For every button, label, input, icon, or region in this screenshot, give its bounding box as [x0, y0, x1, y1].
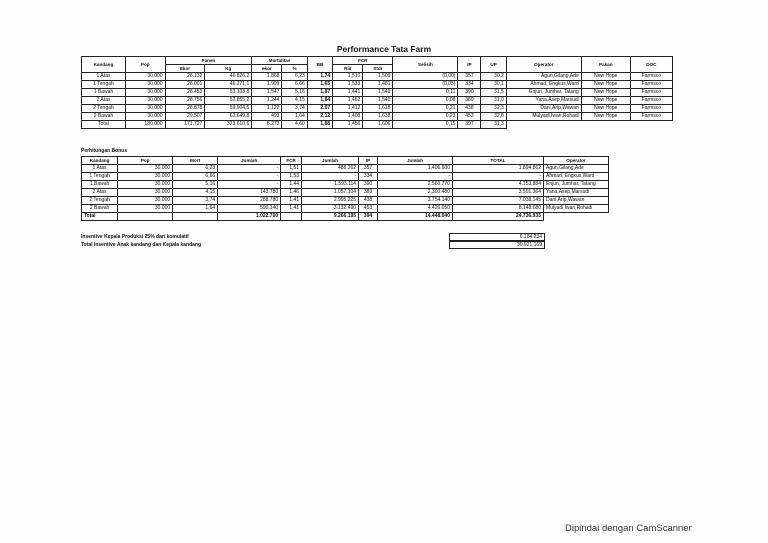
- perf-cell: 2,12: [307, 113, 332, 121]
- bonus-cell: 488.262: [302, 165, 359, 173]
- bonus-cell: 1,53: [281, 173, 302, 181]
- perf-cell: 46.826,2: [205, 73, 252, 81]
- perf-cell: 3,74: [282, 105, 307, 113]
- bcol-jumlah2: Jumlah: [302, 157, 359, 165]
- perf-cell: 28.132: [165, 73, 205, 81]
- bonus-cell: 5,16: [173, 181, 218, 189]
- col-ip: IP: [458, 57, 481, 73]
- perf-total-cell: 1,606: [363, 121, 393, 129]
- perf-cell: Yana,Asep,Marsudi: [506, 97, 581, 105]
- perf-cell: 1,509: [363, 73, 393, 81]
- perf-cell: New Hope: [581, 73, 630, 81]
- bonus-total-grand: 24.736.935: [453, 213, 544, 221]
- perf-cell: 2,07: [307, 105, 332, 113]
- bonus-cell: 1.593.114: [302, 181, 359, 189]
- perf-cell: Farmsco: [630, 81, 672, 89]
- perf-cell: 1,408: [333, 113, 363, 121]
- bonus-cell: 453: [359, 205, 378, 213]
- perf-cell: 1,462: [333, 97, 363, 105]
- perf-cell: 53.103,8: [205, 89, 252, 97]
- bonus-cell: 590.140: [218, 205, 281, 213]
- perf-cell: 1.999: [252, 81, 282, 89]
- perf-cell: 1,618: [363, 105, 393, 113]
- perf-row: [82, 73, 673, 81]
- perf-total-cell: 0,15: [393, 121, 458, 129]
- bcol-mort: Mort: [173, 157, 218, 165]
- perf-cell: 438: [458, 105, 481, 113]
- perf-cell: 2 Bawah: [82, 113, 126, 121]
- bonus-cell: 6,23: [173, 165, 218, 173]
- bonus-total-row: [82, 213, 609, 221]
- perf-row: [82, 105, 673, 113]
- col-panen-ekor: Ekor: [165, 65, 205, 73]
- perf-cell: New Hope: [581, 89, 630, 97]
- bonus-cell: 1 Tengah: [82, 173, 118, 181]
- col-mortalitas: Mortalitas: [252, 57, 308, 65]
- bonus-cell: 1,51: [281, 165, 302, 173]
- perf-cell: 52.855,2: [205, 97, 252, 105]
- bonus-total-jumlah1: 1.022.700: [218, 213, 281, 221]
- bonus-cell: Yana,Asep,Marsudi: [544, 189, 609, 197]
- bonus-cell: -: [218, 173, 281, 181]
- bonus-cell: 2 Tengah: [82, 197, 118, 205]
- perf-total-cell: 8.273: [252, 121, 282, 129]
- perf-cell: 1,65: [307, 81, 332, 89]
- col-fcr-stdr: Stdr: [363, 65, 393, 73]
- perf-cell: (0,05): [393, 81, 458, 89]
- perf-cell: 1 Bawah: [82, 89, 126, 97]
- bonus-table: [81, 156, 609, 221]
- perf-cell: 1,412: [333, 105, 363, 113]
- bcol-jumlah1: Jumlah: [218, 157, 281, 165]
- performance-table: [81, 56, 673, 129]
- bcol-pop: Pop: [118, 157, 173, 165]
- perf-cell: 28.756: [165, 97, 205, 105]
- perf-cell: 30.000: [125, 113, 165, 121]
- bonus-cell: 3,74: [173, 197, 218, 205]
- bcol-kandang: Kandang: [82, 157, 118, 165]
- col-bb: BB: [307, 57, 332, 73]
- bonus-cell: 4.426.050: [378, 205, 453, 213]
- perf-cell: 357: [458, 73, 481, 81]
- perf-cell: 0,08: [393, 97, 458, 105]
- bonus-cell: -: [378, 173, 453, 181]
- page-title: Performance Tata Farm: [336, 44, 432, 54]
- perf-cell: Mulyadi,Iwan,Rohadi: [506, 113, 581, 121]
- bonus-cell: -: [453, 173, 544, 181]
- bonus-row: [82, 205, 609, 213]
- perf-cell: 29.507: [165, 113, 205, 121]
- bonus-cell: 7.038.145: [453, 197, 544, 205]
- bonus-cell: 1,41: [281, 197, 302, 205]
- bonus-cell: Enjun, Jumhar, Tatang: [544, 181, 609, 189]
- perf-cell: 6,23: [282, 73, 307, 81]
- perf-cell: New Hope: [581, 113, 630, 121]
- perf-cell: 32,8: [481, 113, 506, 121]
- perf-cell: 2 Tengah: [82, 105, 126, 113]
- perf-cell: New Hope: [581, 97, 630, 105]
- perf-cell: 1,64: [282, 113, 307, 121]
- perf-cell: 1,84: [307, 97, 332, 105]
- perf-cell: 0,23: [393, 113, 458, 121]
- perf-cell: New Hope: [581, 105, 630, 113]
- bonus-cell: 357: [359, 165, 378, 173]
- perf-cell: Agun,Gilang,Ade: [506, 73, 581, 81]
- perf-cell: 0,21: [393, 105, 458, 113]
- perf-cell: 30.000: [125, 89, 165, 97]
- perf-cell: 30.000: [125, 105, 165, 113]
- bonus-cell: 1,44: [281, 181, 302, 189]
- perf-cell: 0,11: [393, 89, 458, 97]
- perf-cell: 1.244: [252, 97, 282, 105]
- perf-cell: 1.122: [252, 105, 282, 113]
- bonus-cell: 390: [359, 181, 378, 189]
- bonus-cell: 30.000: [118, 181, 173, 189]
- perf-cell: 1,481: [363, 81, 393, 89]
- bonus-cell: Dani,Arip,Wawan: [544, 197, 609, 205]
- bonus-total-jumlah3: 14.448.040: [378, 213, 453, 221]
- camscanner-footer: Dipindai dengan CamScanner: [565, 523, 692, 534]
- bonus-cell: 3.501.364: [453, 189, 544, 197]
- bonus-row: [82, 165, 609, 173]
- perf-cell: 389: [458, 97, 481, 105]
- perf-cell: 1.547: [252, 89, 282, 97]
- perf-cell: 1,74: [307, 73, 332, 81]
- col-pop: Pop: [125, 57, 165, 73]
- perf-cell: 1,540: [363, 97, 393, 105]
- perf-total-cell: 397: [458, 121, 481, 129]
- bonus-cell: 4.153.884: [453, 181, 544, 189]
- perf-cell: Ahmad, Engkus,Ward: [506, 81, 581, 89]
- insentif-anak-label: Total Insentive Anak kandang dan Kepala kandang: [81, 242, 202, 248]
- perf-row: [82, 97, 673, 105]
- perf-cell: 30.000: [125, 73, 165, 81]
- bonus-total-ip: 394: [359, 213, 378, 221]
- bonus-cell: 1,64: [173, 205, 218, 213]
- perf-cell: Farmsco: [630, 105, 672, 113]
- bcol-ip: IP: [359, 157, 378, 165]
- col-mort-persen: %: [282, 65, 307, 73]
- perf-cell: Farmsco: [630, 89, 672, 97]
- bonus-cell: 389: [359, 189, 378, 197]
- perf-cell: 28.878: [165, 105, 205, 113]
- col-operator: Operator: [506, 57, 581, 73]
- col-doc: DOC: [630, 57, 672, 73]
- bcol-fcr: FCR: [281, 157, 302, 165]
- bonus-cell: 6,66: [173, 173, 218, 181]
- perf-cell: 59.904,5: [205, 105, 252, 113]
- perf-cell: 1.868: [252, 73, 282, 81]
- perf-total-cell: 180.000: [125, 121, 165, 129]
- perf-cell: Farmsco: [630, 113, 672, 121]
- perf-cell: Dani,Arip,Wawan: [506, 105, 581, 113]
- bonus-cell: 30.000: [118, 173, 173, 181]
- bcol-total: TOTAL: [453, 157, 544, 165]
- bonus-cell: 8.148.680: [453, 205, 544, 213]
- perf-row: [82, 81, 673, 89]
- bonus-cell: 30.000: [118, 189, 173, 197]
- perf-cell: 1 Tengah: [82, 81, 126, 89]
- perf-cell: 62.649,8: [205, 113, 252, 121]
- bonus-cell: Ahmad, Engkus,Ward: [544, 173, 609, 181]
- perf-cell: (0,00): [393, 73, 458, 81]
- bonus-cell: 1,46: [281, 189, 302, 197]
- perf-cell: Enjun, Jumhar, Tatang: [506, 89, 581, 97]
- bonus-cell: 1.057.104: [302, 189, 359, 197]
- bonus-cell: 2.300.480: [378, 189, 453, 197]
- insentif-anak-value: 30.921.169: [449, 241, 545, 249]
- bonus-cell: 1.406.600: [378, 165, 453, 173]
- perf-row: [82, 89, 673, 97]
- bonus-cell: 3.754.140: [378, 197, 453, 205]
- bonus-row: [82, 189, 609, 197]
- bonus-cell: 1 Bawah: [82, 181, 118, 189]
- perf-cell: 30,1: [481, 81, 506, 89]
- col-pakan: Pakan: [581, 57, 630, 73]
- col-fcr: FCR: [333, 57, 393, 65]
- bonus-cell: 30.000: [118, 165, 173, 173]
- perf-cell: 30,2: [481, 73, 506, 81]
- col-panen-kg: Kg: [205, 65, 252, 73]
- bonus-label: Perhitungan Bonus: [81, 148, 128, 154]
- bonus-cell: 3.132.490: [302, 205, 359, 213]
- bonus-cell: 2 Bawah: [82, 205, 118, 213]
- bonus-cell: 334: [359, 173, 378, 181]
- col-kandang: Kandang: [82, 57, 126, 73]
- col-fcr-riil: Riil: [333, 65, 363, 73]
- bonus-cell: 2 Atas: [82, 189, 118, 197]
- perf-total-cell: 1,88: [307, 121, 332, 129]
- perf-total-cell: 1,456: [333, 121, 363, 129]
- bonus-cell: 438: [359, 197, 378, 205]
- perf-cell: 4,15: [282, 97, 307, 105]
- perf-cell: 6,66: [282, 81, 307, 89]
- perf-total-row: [82, 121, 673, 129]
- col-up: UP: [481, 57, 506, 73]
- bonus-cell: -: [302, 173, 359, 181]
- perf-cell: 1,510: [333, 73, 363, 81]
- bcol-operator: Operator: [544, 157, 609, 165]
- perf-total-cell: 31,3: [481, 121, 506, 129]
- bonus-row: [82, 197, 609, 205]
- bonus-cell: -: [218, 181, 281, 189]
- perf-cell: 28.001: [165, 81, 205, 89]
- perf-total-cell: 171.727: [165, 121, 205, 129]
- bonus-cell: Agun,Gilang,Ade: [544, 165, 609, 173]
- bonus-cell: Mulyadi,Iwan,Rohadi: [544, 205, 609, 213]
- perf-cell: Farmsco: [630, 73, 672, 81]
- perf-cell: 30.000: [125, 97, 165, 105]
- perf-cell: 390: [458, 89, 481, 97]
- bonus-cell: 2.560.770: [378, 181, 453, 189]
- perf-cell: 2 Atas: [82, 97, 126, 105]
- perf-row: [82, 113, 673, 121]
- perf-cell: Farmsco: [630, 97, 672, 105]
- perf-cell: 334: [458, 81, 481, 89]
- perf-cell: 493: [252, 113, 282, 121]
- perf-cell: 1,87: [307, 89, 332, 97]
- perf-cell: 1,441: [333, 89, 363, 97]
- bonus-row: [82, 173, 609, 181]
- perf-total-cell: 323.610,6: [205, 121, 252, 129]
- perf-total-cell: 4,60: [282, 121, 307, 129]
- perf-cell: 1 Atas: [82, 73, 126, 81]
- bonus-total-jumlah2: 9.266.195: [302, 213, 359, 221]
- perf-cell: 31,5: [481, 89, 506, 97]
- perf-total-cell: Total: [82, 121, 126, 129]
- perf-cell: 1,549: [363, 89, 393, 97]
- perf-cell: 31,0: [481, 97, 506, 105]
- bonus-cell: 143.780: [218, 189, 281, 197]
- bonus-cell: -: [218, 165, 281, 173]
- col-panen: Panen: [165, 57, 252, 65]
- bonus-cell: 4,15: [173, 189, 218, 197]
- bonus-cell: 2.995.225: [302, 197, 359, 205]
- insentif-kepala-label: Insentive Kepala Produksi 25% dari komulatif: [81, 234, 189, 240]
- perf-cell: 32,3: [481, 105, 506, 113]
- perf-cell: New Hope: [581, 81, 630, 89]
- col-selisih: Selisih: [393, 57, 458, 73]
- insentif-kepala-value: 6.184.234: [449, 233, 545, 241]
- bonus-cell: 30.000: [118, 197, 173, 205]
- bonus-cell: 1,41: [281, 205, 302, 213]
- bcol-jumlah3: Jumlah: [378, 157, 453, 165]
- perf-cell: 453: [458, 113, 481, 121]
- col-mort-ekor: ekor: [252, 65, 282, 73]
- perf-cell: 46.271,1: [205, 81, 252, 89]
- bonus-cell: 30.000: [118, 205, 173, 213]
- bonus-row: [82, 181, 609, 189]
- bonus-total-label: Total: [82, 213, 118, 221]
- bonus-cell: 288.780: [218, 197, 281, 205]
- bonus-cell: 1.894.862: [453, 165, 544, 173]
- perf-cell: 5,16: [282, 89, 307, 97]
- perf-cell: 1,533: [333, 81, 363, 89]
- perf-cell: 30.000: [125, 81, 165, 89]
- perf-cell: 1,638: [363, 113, 393, 121]
- perf-cell: 28.453: [165, 89, 205, 97]
- bonus-cell: 1 Atas: [82, 165, 118, 173]
